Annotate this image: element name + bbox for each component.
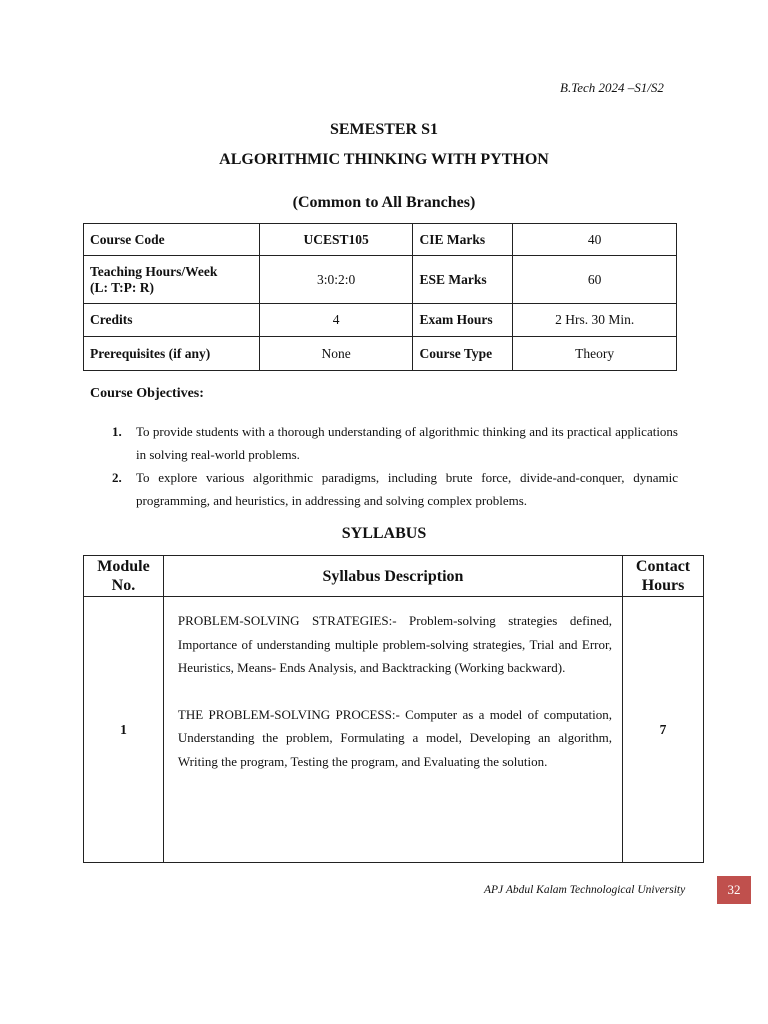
- contact-hours-header: [623, 556, 704, 597]
- list-item: [112, 420, 678, 466]
- list-item: [112, 466, 678, 512]
- course-code-label: Course Code: [84, 224, 260, 256]
- syllabus-table: [83, 555, 704, 863]
- objective-text: To explore various algorithmic paradigms, including brute force, divide-and-conquer, dynamic programming, and heuristics, in addressing and solving complex problems.: [136, 470, 678, 508]
- cie-marks-value: 40: [513, 224, 677, 256]
- ese-marks-value: 60: [513, 256, 677, 304]
- common-branches-note: (Common to All Branches): [292, 194, 476, 211]
- table-row: [84, 256, 677, 304]
- prerequisites-label: Prerequisites (if any): [84, 337, 260, 371]
- module-header-line1: Module: [97, 558, 150, 575]
- hours-header-line2: Hours: [641, 577, 685, 594]
- ese-marks-label: ESE Marks: [413, 256, 513, 304]
- course-type-value: Theory: [513, 337, 677, 371]
- teaching-hours-label-line2: (L: T:P: R): [90, 279, 154, 295]
- semester-title: SEMESTER S1: [329, 121, 439, 138]
- table-row: [84, 597, 704, 863]
- credits-value: 4: [259, 304, 413, 337]
- table-row: [84, 304, 677, 337]
- syllabus-paragraph: THE PROBLEM-SOLVING PROCESS:- Computer as a model of computation, Understanding the problem, Formulating a model, Developing an algorithm, Writing the program, Testing the program, and Evaluating the solution.: [177, 706, 613, 769]
- page-number-badge: 32: [717, 876, 751, 904]
- module-number: 1: [84, 597, 164, 863]
- course-type-label: Course Type: [413, 337, 513, 371]
- course-code-value: UCEST105: [259, 224, 413, 256]
- syllabus-description: [163, 597, 622, 863]
- contact-hours-value: 7: [623, 597, 704, 863]
- syllabus-description-header: Syllabus Description: [163, 556, 622, 597]
- syllabus-paragraph: PROBLEM-SOLVING STRATEGIES:- Problem-solving strategies defined, Importance of understanding multiple problem-solving strategies, Trial and Error, Heuristics, Means- Ends Analysis, and Backtracking (Working backward).: [177, 613, 613, 675]
- course-info-table: [83, 223, 677, 371]
- program-header: B.Tech 2024 –S1/S2: [560, 80, 664, 95]
- teaching-hours-value: 3:0:2:0: [259, 256, 413, 304]
- teaching-hours-label-line1: Teaching Hours/Week: [90, 263, 218, 279]
- module-header-line2: No.: [111, 577, 136, 594]
- hours-header-line1: Contact: [635, 558, 691, 575]
- syllabus-title: SYLLABUS: [341, 525, 427, 542]
- credits-label: Credits: [84, 304, 260, 337]
- teaching-hours-label: [84, 256, 260, 304]
- module-no-header: [84, 556, 164, 597]
- objective-text: To provide students with a thorough understanding of algorithmic thinking and its practical applications in solving real-world problems.: [136, 424, 678, 462]
- table-header-row: [84, 556, 704, 597]
- course-objectives-list: [112, 420, 678, 512]
- course-objectives-heading: Course Objectives:: [90, 386, 204, 401]
- table-row: [84, 224, 677, 256]
- exam-hours-label: Exam Hours: [413, 304, 513, 337]
- objective-number: 1.: [112, 424, 122, 439]
- objective-number: 2.: [112, 470, 122, 485]
- exam-hours-value: 2 Hrs. 30 Min.: [513, 304, 677, 337]
- course-title: ALGORITHMIC THINKING WITH PYTHON: [219, 151, 549, 168]
- cie-marks-label: CIE Marks: [413, 224, 513, 256]
- university-name: APJ Abdul Kalam Technological University: [484, 884, 686, 896]
- prerequisites-value: None: [259, 337, 413, 371]
- table-row: [84, 337, 677, 371]
